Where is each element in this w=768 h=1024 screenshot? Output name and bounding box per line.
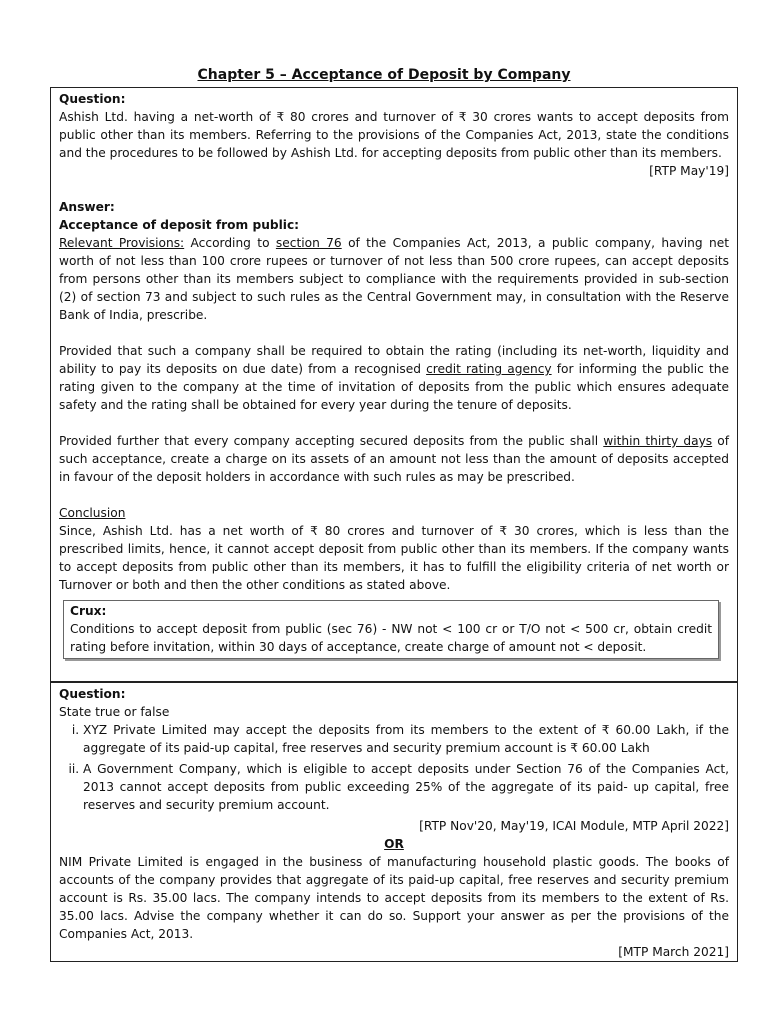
thirty-days-term: within thirty days — [603, 434, 713, 448]
conclusion-label: Conclusion — [59, 506, 126, 520]
statement-list — [59, 721, 729, 814]
question-text: Ashish Ltd. having a net-worth of ₹ 80 crores and turnover of ₹ 30 crores wants to accept deposits from public other than its members. Referring to the provisions of the Companies Act, 2013, state the conditions and the procedures to be followed by Ashish Ltd. for accepting deposits from public other than its members. — [59, 110, 729, 160]
question-block-1 — [50, 87, 738, 682]
page-title: Chapter 5 – Acceptance of Deposit by Company — [197, 67, 571, 83]
question-intro: State true or false — [59, 705, 170, 719]
section-76-link: section 76 — [275, 236, 342, 250]
secured-deposits-paragraph — [59, 432, 729, 486]
question-label: Question: — [59, 687, 126, 701]
relevant-provisions-label: Relevant Provisions: — [59, 236, 185, 250]
provisions-text-b: of the Companies Act, 2013, a public company, having net worth of not less than 100 crore rupees or turnover of not less than 500 crore rupees, can accept deposits from persons other than its members subject to compliance with the requirements provided in sub-section (2) of section 73 and subject to such rules as the Central Government may, in consultation with the Reserve Bank of India, prescribe. — [59, 236, 730, 322]
list-item: i. XYZ Private Limited may accept the deposits from its members to the extent of ₹ 60.00 Lakh, if the aggregate of its paid-up capital, free reserves and security premium account is ₹ 60.00 Lakh — [83, 721, 729, 757]
answer-label: Answer: — [59, 200, 115, 214]
rating-paragraph — [59, 342, 729, 414]
provisions-text-a: According to — [184, 236, 276, 250]
crux-label: Crux: — [70, 604, 107, 618]
rating-text-a: Provided that such a company shall be required to obtain the rating (including its net-worth, liquidity and ability to pay its deposits on due date) from a recognised — [59, 344, 729, 376]
secured-text-a: Provided further that every company accepting secured deposits from the public shall — [59, 434, 604, 448]
question-text: NIM Private Limited is engaged in the business of manufacturing household plastic goods. The books of accounts of the company provides that aggregate of its paid-up capital, free reserves and security premium account is Rs. 35.00 lacs. The company intends to accept deposits from its members to the extent of Rs. 35.00 lacs. Advise the company whether it can do so. Support your answer as per the provisions of the Companies Act, 2013. — [59, 855, 729, 941]
rating-text-b: for informing the public the rating given to the company at the time of invitation of deposits from the public which ensures adequate safety and the rating shall be obtained for every year during the tenure of deposits. — [59, 362, 729, 412]
secured-text-b: of such acceptance, create a charge on its assets of an amount not less than the amount of deposits accepted in favour of the deposit holders in accordance with such rules as may be prescribed. — [59, 434, 730, 484]
crux-box — [63, 600, 719, 659]
question-label: Question: — [59, 92, 126, 106]
crux-text: Conditions to accept deposit from public (sec 76) - NW not < 100 cr or T/O not < 500 cr, obtain credit rating before invitation, within 30 days of acceptance, create charge of amount not < deposit. — [70, 622, 712, 654]
question-reference: [MTP March 2021] — [618, 945, 729, 959]
answer-heading: Acceptance of deposit from public: — [59, 218, 300, 232]
list-item: ii. A Government Company, which is eligible to accept deposits under Section 76 of the Companies Act, 2013 cannot accept deposits from public exceeding 25% of the aggregate of its paid- up capital, free reserves and security premium account. — [83, 760, 729, 814]
question-reference: [RTP May'19] — [649, 164, 729, 178]
credit-rating-agency-term: credit rating agency — [426, 362, 552, 376]
question-reference: [RTP Nov'20, May'19, ICAI Module, MTP April 2022] — [419, 819, 729, 833]
question-block-2 — [50, 682, 738, 962]
or-separator: OR — [384, 837, 404, 851]
conclusion-text: Since, Ashish Ltd. has a net worth of ₹ 80 crores and turnover of ₹ 30 crores, which is less than the prescribed limits, hence, it cannot accept deposit from public other than its members. If the company wants to accept deposits from public other than its members, it has to fulfill the eligibility criteria of net worth or Turnover or both and then the other conditions as stated above. — [59, 524, 729, 592]
relevant-provisions-paragraph — [59, 234, 729, 324]
